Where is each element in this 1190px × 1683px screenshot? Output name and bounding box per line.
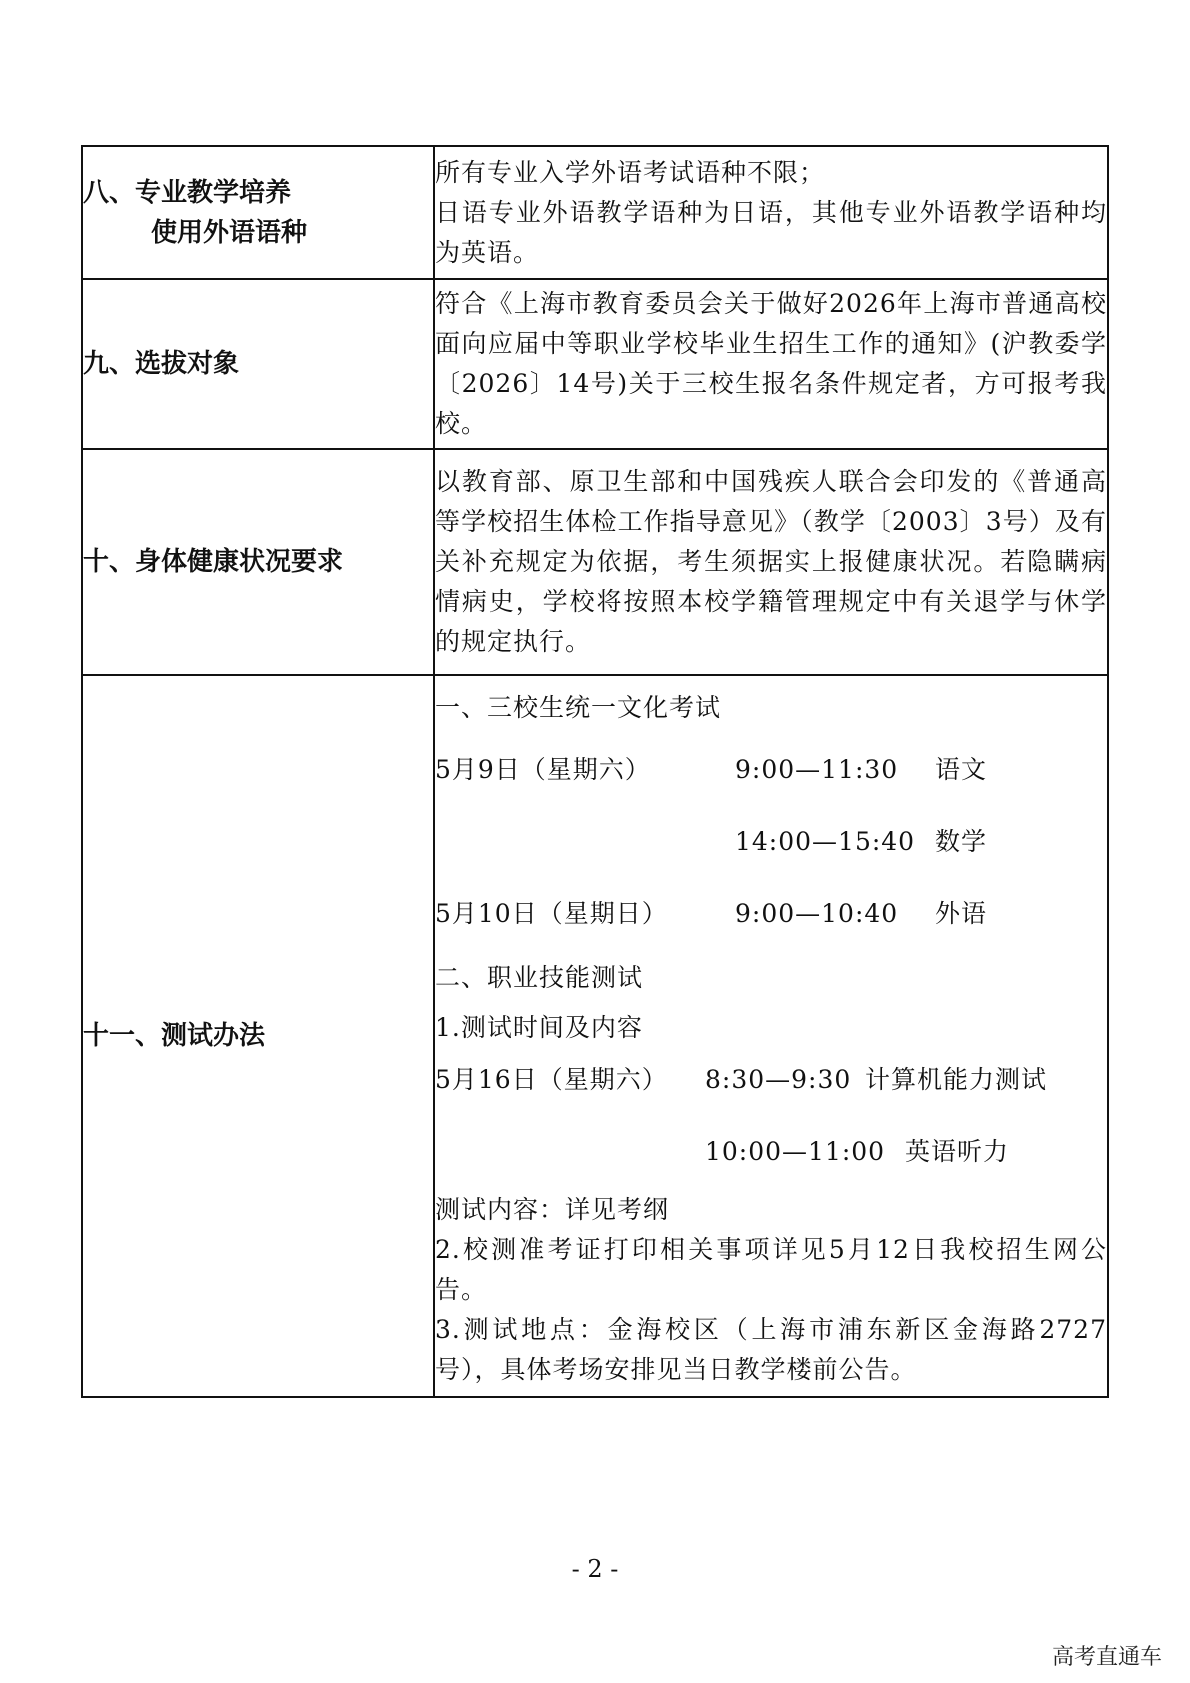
content-para: 所有专业入学外语考试语种不限； [435, 157, 826, 187]
table-row [82, 146, 1108, 279]
schedule-row [435, 750, 1107, 790]
section-title: 二、职业技能测试 [435, 963, 644, 992]
row-content-test-method [434, 675, 1108, 1397]
row-label-line: 使用外语语种 [151, 217, 308, 248]
content-para: 以教育部、原卫生部和中国残疾人联合会印发的《普通高等学校招生体检工作指导意见》（教学〔2003〕3号）及有关补充规定为依据，考生须据实上报健康状况。若隐瞒病情病史，学校将按照本校学籍管理规定中有关退学与休学的规定执行。 [435, 467, 1107, 656]
schedule-subject: 英语听力 [905, 1137, 1010, 1166]
schedule-time: 9:00—11:30 [735, 755, 899, 784]
schedule-subject: 外语 [935, 899, 988, 928]
schedule-row [435, 894, 1107, 934]
row-label-selection: 九、选拔对象 [82, 279, 434, 449]
schedule-time: 8:30—9:30 [705, 1065, 852, 1094]
content-para: 3.测试地点：金海校区（上海市浦东新区金海路2727号），具体考场安排见当日教学楼前公告。 [435, 1315, 1107, 1384]
schedule-time: 14:00—15:40 [735, 827, 916, 856]
row-content-foreign-language [434, 146, 1108, 279]
test-content: 测试内容：详见考纲 [435, 1195, 670, 1224]
schedule-subject: 计算机能力测试 [865, 1065, 1048, 1094]
schedule-date: 5月10日（星期日） [435, 899, 668, 928]
schedule-subject: 数学 [935, 827, 988, 856]
row-content-health [434, 449, 1108, 675]
schedule-subject: 语文 [935, 755, 988, 784]
row-label-line: 八、专业教学培养 [83, 177, 292, 208]
table-row [82, 675, 1108, 1397]
schedule-date: 5月9日（星期六） [435, 755, 651, 784]
item-title: 1.测试时间及内容 [435, 1013, 643, 1042]
section-title: 一、三校生统一文化考试 [435, 693, 722, 722]
row-content-selection [434, 279, 1108, 449]
table-row [82, 449, 1108, 675]
row-label-test-method: 十一、测试办法 [82, 675, 434, 1397]
row-label-health: 十、身体健康状况要求 [82, 449, 434, 675]
schedule-time: 9:00—10:40 [735, 899, 899, 928]
table-row [82, 279, 1108, 449]
schedule-time: 10:00—11:00 [705, 1137, 886, 1166]
schedule-row [435, 822, 1107, 862]
content-para: 日语专业外语教学语种为日语，其他专业外语教学语种均为英语。 [435, 197, 1107, 267]
info-table [81, 145, 1109, 1398]
content-para: 2.校测准考证打印相关事项详见5月12日我校招生网公告。 [435, 1235, 1107, 1304]
content-para: 符合《上海市教育委员会关于做好2026年上海市普通高校面向应届中等职业学校毕业生招生工作的通知》(沪教委学〔2026〕14号)关于三校生报名条件规定者，方可报考我校。 [435, 289, 1107, 438]
schedule-row [435, 1060, 1107, 1100]
watermark-text: 高考直通车 [1051, 1645, 1162, 1670]
schedule-date: 5月16日（星期六） [435, 1065, 668, 1094]
schedule-row [435, 1132, 1107, 1172]
row-label-foreign-language [82, 146, 434, 279]
page-number: - 2 - [571, 1555, 619, 1583]
